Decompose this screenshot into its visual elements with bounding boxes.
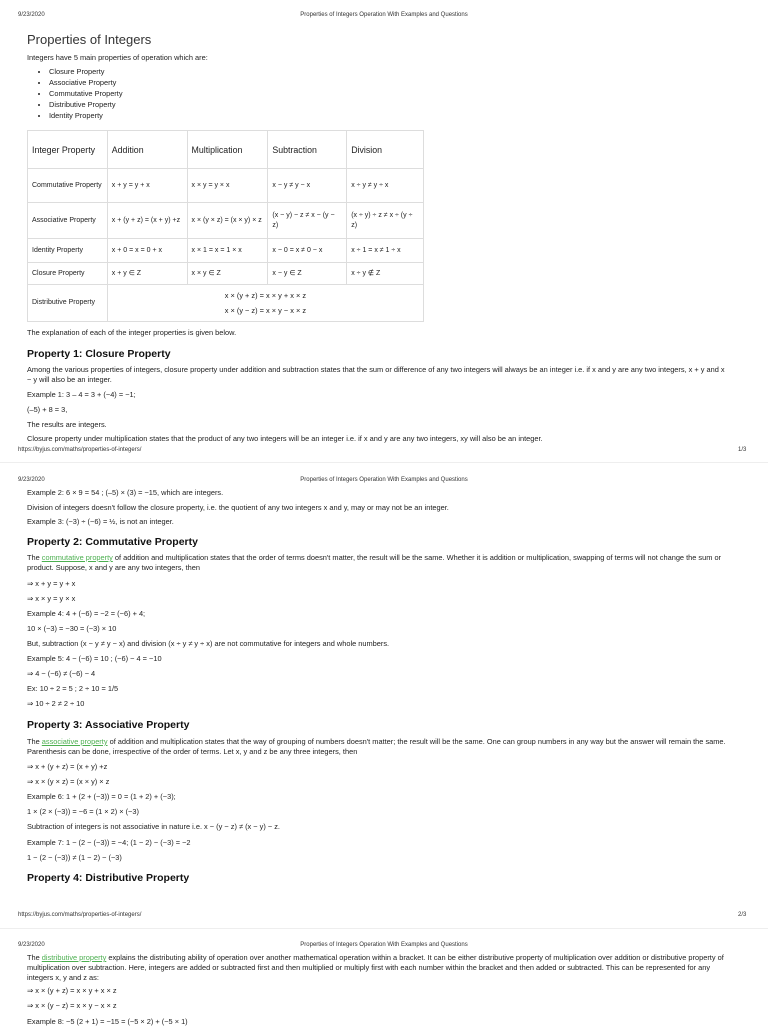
page-number: 1/3	[738, 447, 747, 453]
paragraph	[27, 953, 727, 983]
list-item: • Closure Property	[49, 66, 123, 77]
example-line: 1 × (2 × (−3)) = −6 = (1 × 2) × (−3)	[27, 807, 139, 816]
table-row	[28, 285, 424, 322]
paragraph-text: The	[27, 737, 42, 746]
table-cell: x + (y + z) = (x + y) +z	[107, 203, 187, 239]
table-cell: x + y ∈ Z	[107, 263, 187, 285]
formula-line: ⇒ x × (y × z) = (x × y) × z	[27, 777, 110, 786]
formula-line: ⇒ x + y = y + x	[27, 579, 76, 588]
formula-line: ⇒ x × y = y × x	[27, 594, 76, 603]
table-row	[28, 239, 424, 263]
table-cell: x ÷ 1 = x ≠ 1 ÷ x	[347, 239, 424, 263]
example-line: ⇒ 4 − (−6) ≠ (−6) − 4	[27, 669, 96, 678]
table-header-cell: Integer Property	[28, 131, 108, 169]
section-heading: Property 4: Distributive Property	[27, 872, 190, 884]
page-footer-url[interactable]: https://byjus.com/maths/properties-of-integers/	[18, 912, 142, 918]
associative-property-link[interactable]: associative property	[41, 737, 108, 746]
table-row	[28, 203, 424, 239]
paragraph	[27, 737, 727, 757]
table-row	[28, 263, 424, 285]
section-heading: Property 3: Associative Property	[27, 719, 190, 731]
table-cell: x − y ∈ Z	[268, 263, 347, 285]
example-line: (–5) + 8 = 3,	[27, 405, 68, 414]
table-row-label: Commutative Property	[28, 169, 108, 203]
paragraph	[27, 553, 727, 573]
example-line: Example 5: 4 − (−6) = 10 ; (−6) − 4 = −10	[27, 654, 162, 663]
intro-text: Integers have 5 main properties of operation which are:	[27, 53, 208, 62]
example-line: The results are integers.	[27, 420, 107, 429]
paragraph: Closure property under multiplication states that the product of any two integers will be an integer i.e. if x and y are any two integers, xy will also be an integer.	[27, 434, 543, 443]
example-line: Example 3: (−3) ÷ (−6) = ½, is not an integer.	[27, 517, 174, 526]
paragraph-text: of addition and multiplication states that the order of terms doesn't matter, the result will be the same. Whether it is addition or multiplication, swapping of terms will not change the sum or product. Suppose, x and y are any two integers, then	[27, 553, 722, 572]
page-header-title: Properties of Integers Operation With Examples and Questions	[300, 12, 468, 18]
page-number: 2/3	[738, 912, 747, 918]
table-row-label: Associative Property	[28, 203, 108, 239]
page-footer-url[interactable]: https://byjus.com/maths/properties-of-integers/	[18, 447, 142, 453]
table-header-cell: Multiplication	[187, 131, 268, 169]
paragraph: Among the various properties of integers, closure property under addition and subtraction states that the sum or difference of any two integers will always be an integer i.e. if x and y are any two integers, x + y and x − y will also be an integer.	[27, 365, 725, 384]
paragraph: Subtraction of integers is not associative in nature i.e. x − (y − z) ≠ (x − y) − z.	[27, 822, 280, 831]
section-heading: Property 2: Commutative Property	[27, 536, 198, 548]
table-header-cell: Subtraction	[268, 131, 347, 169]
paragraph: Division of integers doesn't follow the closure property, i.e. the quotient of any two integers x and y, may or may not be an integer.	[27, 503, 449, 512]
page-header-title: Properties of Integers Operation With Examples and Questions	[300, 477, 468, 483]
table-cell: x ÷ y ∉ Z	[347, 263, 424, 285]
table-cell: (x − y) − z ≠ x − (y − z)	[268, 203, 347, 239]
table-row-label: Identity Property	[28, 239, 108, 263]
distributive-line: x × (y + z) = x × y + x × z	[224, 291, 307, 300]
table-cell: x × y ∈ Z	[187, 263, 268, 285]
list-item: • Commutative Property	[49, 88, 123, 99]
example-line: Example 6: 1 + (2 + (−3)) = 0 = (1 + 2) + (−3);	[27, 792, 176, 801]
example-line: Example 2: 6 × 9 = 54 ; (–5) × (3) = −15, which are integers.	[27, 488, 224, 497]
example-line: Ex: 10 ÷ 2 = 5 ; 2 ÷ 10 = 1/5	[27, 684, 119, 693]
table-cell-distributive	[107, 285, 423, 322]
formula-line: ⇒ x × (y + z) = x × y + x × z	[27, 986, 117, 995]
example-line: Example 4: 4 + (−6) = −2 = (−6) + 4;	[27, 609, 146, 618]
table-header-row	[28, 131, 424, 169]
distributive-line: x × (y − z) = x × y − x × z	[224, 306, 307, 315]
table-cell: (x ÷ y) ÷ z ≠ x ÷ (y ÷ z)	[347, 203, 424, 239]
section-heading: Property 1: Closure Property	[27, 348, 171, 360]
paragraph: But, subtraction (x − y ≠ y − x) and division (x ÷ y ≠ y ÷ x) are not commutative for integers and whole numbers.	[27, 639, 390, 648]
table-header-cell: Division	[347, 131, 424, 169]
paragraph-text: of addition and multiplication states that the way of grouping of numbers doesn't matter; the result will be the same. One can group numbers in any way but the answer will remain the same. Parenthesis can be done, irrespective of the order of terms. Let x, y and z be any three integers, then	[27, 737, 726, 756]
formula-line: ⇒ x × (y − z) = x × y − x × z	[27, 1001, 117, 1010]
page-header-title: Properties of Integers Operation With Examples and Questions	[300, 942, 468, 948]
formula-line: ⇒ x + (y + z) = (x + y) +z	[27, 762, 108, 771]
example-line: 1 − (2 − (−3)) ≠ (1 − 2) − (−3)	[27, 853, 122, 862]
page-title: Properties of Integers	[27, 32, 152, 47]
example-line: Example 1: 3 – 4 = 3 + (−4) = −1;	[27, 390, 136, 399]
explain-text: The explanation of each of the integer properties is given below.	[27, 328, 237, 337]
example-line: Example 8: −5 (2 + 1) = −15 = (−5 × 2) + (−5 × 1)	[27, 1017, 188, 1026]
list-item: • Identity Property	[49, 110, 123, 121]
table-cell: x − y ≠ y − x	[268, 169, 347, 203]
list-item: • Associative Property	[49, 77, 123, 88]
page-header-date: 9/23/2020	[18, 477, 45, 483]
page-divider	[0, 928, 768, 929]
table-cell: x + y = y + x	[107, 169, 187, 203]
table-cell: x − 0 = x ≠ 0 − x	[268, 239, 347, 263]
example-line: Example 7: 1 − (2 − (−3)) = −4; (1 − 2) − (−3) = −2	[27, 838, 191, 847]
property-list	[27, 66, 123, 121]
table-row	[28, 169, 424, 203]
commutative-property-link[interactable]: commutative property	[41, 553, 113, 562]
table-cell: x × (y × z) = (x × y) × z	[187, 203, 268, 239]
table-cell: x ÷ y ≠ y ÷ x	[347, 169, 424, 203]
table-row-label: Closure Property	[28, 263, 108, 285]
table-cell: x + 0 = x = 0 + x	[107, 239, 187, 263]
table-row-label: Distributive Property	[28, 285, 108, 322]
properties-table	[27, 130, 424, 322]
page-divider	[0, 462, 768, 463]
example-line: ⇒ 10 ÷ 2 ≠ 2 ÷ 10	[27, 699, 85, 708]
page-header-date: 9/23/2020	[18, 12, 45, 18]
table-cell: x × 1 = x = 1 × x	[187, 239, 268, 263]
table-cell: x × y = y × x	[187, 169, 268, 203]
example-line: 10 × (−3) = −30 = (−3) × 10	[27, 624, 117, 633]
table-header-cell: Addition	[107, 131, 187, 169]
paragraph-text: The	[27, 553, 42, 562]
paragraph-text: explains the distributing ability of operation over another mathematical operation within a bracket. It can be either distributive property of multiplication over addition or distributive property of multiplication over subtraction. Here, integers are added or subtracted first and then multiplied or multiply first with each number within the bracket and then added or subtracted. This can be represented for any integers x, y and z as:	[27, 953, 724, 982]
distributive-property-link[interactable]: distributive property	[41, 953, 107, 962]
page-header-date: 9/23/2020	[18, 942, 45, 948]
paragraph-text: The	[27, 953, 42, 962]
list-item: • Distributive Property	[49, 99, 123, 110]
